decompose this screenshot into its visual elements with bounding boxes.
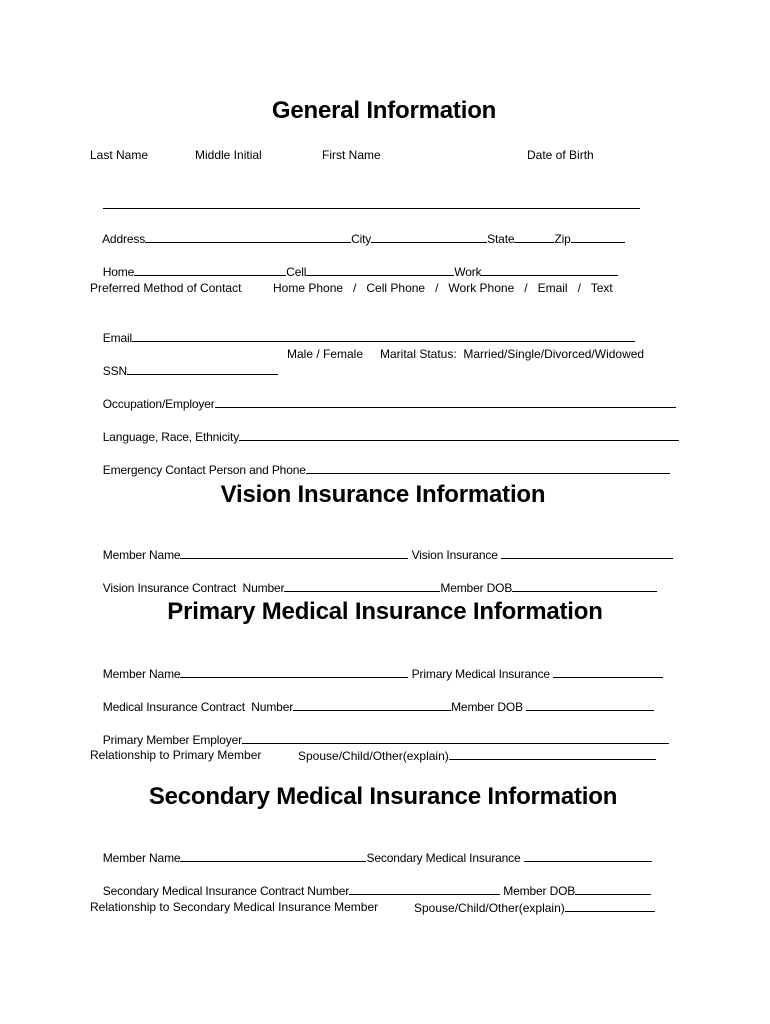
primary-relationship-options[interactable]: Spouse/Child/Other(explain) bbox=[298, 749, 449, 763]
primary-contract-label: Medical Insurance Contract Number bbox=[102, 700, 294, 714]
primary-insurance-label: Primary Medical Insurance bbox=[408, 667, 554, 681]
primary-employer-label: Primary Member Employer bbox=[102, 733, 242, 747]
vision-insurance-heading: Vision Insurance Information bbox=[220, 481, 546, 508]
secondary-member-dob-label: Member DOB bbox=[500, 884, 576, 898]
secondary-insurance-label: Secondary Medical Insurance bbox=[366, 851, 524, 865]
vision-insurance-blank[interactable] bbox=[501, 546, 673, 559]
vision-member-dob-label: Member DOB bbox=[440, 581, 513, 595]
vision-member-name-blank[interactable] bbox=[180, 546, 408, 559]
cell-phone-label: Cell bbox=[286, 265, 307, 279]
first-name-label: First Name bbox=[322, 148, 381, 162]
city-label: City bbox=[351, 232, 372, 246]
secondary-contract-blank[interactable] bbox=[349, 882, 500, 895]
primary-relationship-label: Relationship to Primary Member bbox=[90, 748, 262, 762]
city-blank[interactable] bbox=[371, 230, 487, 243]
primary-employer-blank[interactable] bbox=[242, 731, 669, 744]
address-blank[interactable] bbox=[145, 230, 351, 243]
ssn-blank[interactable] bbox=[127, 362, 278, 375]
home-phone-blank[interactable] bbox=[134, 263, 286, 276]
emergency-contact-blank[interactable] bbox=[306, 461, 670, 474]
name-dob-blank[interactable] bbox=[103, 196, 640, 209]
secondary-medical-heading: Secondary Medical Insurance Information bbox=[148, 783, 618, 810]
emergency-contact-label: Emergency Contact Person and Phone bbox=[102, 463, 306, 477]
zip-blank[interactable] bbox=[571, 230, 625, 243]
address-label: Address bbox=[102, 232, 146, 246]
primary-member-dob-label: Member DOB bbox=[451, 700, 527, 714]
date-of-birth-label: Date of Birth bbox=[527, 148, 594, 162]
primary-relationship-field bbox=[298, 747, 656, 764]
zip-label: Zip bbox=[554, 232, 571, 246]
cell-phone-blank[interactable] bbox=[306, 263, 454, 276]
vision-member-dob-blank[interactable] bbox=[512, 579, 657, 592]
secondary-relationship-blank[interactable] bbox=[565, 899, 655, 912]
vision-insurance-label: Vision Insurance bbox=[408, 548, 501, 562]
vision-contract-label: Vision Insurance Contract Number bbox=[102, 581, 285, 595]
gender-options[interactable]: Male / Female bbox=[287, 347, 364, 361]
state-blank[interactable] bbox=[514, 230, 554, 243]
preferred-contact-options[interactable]: Home Phone / Cell Phone / Work Phone / Email / Text bbox=[273, 281, 613, 295]
marital-status-options[interactable]: Marital Status: Married/Single/Divorced/Widowed bbox=[380, 347, 645, 361]
primary-relationship-blank[interactable] bbox=[449, 747, 656, 760]
home-phone-label: Home bbox=[102, 265, 135, 279]
language-label: Language, Race, Ethnicity bbox=[102, 430, 240, 444]
secondary-relationship-label: Relationship to Secondary Medical Insurance Member bbox=[90, 900, 379, 914]
occupation-blank[interactable] bbox=[215, 395, 676, 408]
middle-initial-label: Middle Initial bbox=[195, 148, 262, 162]
preferred-contact-label: Preferred Method of Contact bbox=[90, 281, 242, 295]
last-name-label: Last Name bbox=[90, 148, 149, 162]
primary-contract-blank[interactable] bbox=[293, 698, 451, 711]
vision-contract-blank[interactable] bbox=[284, 579, 440, 592]
secondary-relationship-options[interactable]: Spouse/Child/Other(explain) bbox=[414, 901, 565, 915]
secondary-member-dob-blank[interactable] bbox=[575, 882, 651, 895]
secondary-relationship-field bbox=[414, 899, 655, 916]
general-information-heading: General Information bbox=[271, 97, 497, 124]
primary-member-dob-blank[interactable] bbox=[526, 698, 654, 711]
primary-medical-heading: Primary Medical Insurance Information bbox=[167, 598, 603, 625]
occupation-label: Occupation/Employer bbox=[102, 397, 215, 411]
state-label: State bbox=[487, 232, 515, 246]
secondary-member-name-label: Member Name bbox=[102, 851, 181, 865]
secondary-insurance-blank[interactable] bbox=[524, 849, 652, 862]
secondary-member-name-blank[interactable] bbox=[180, 849, 366, 862]
secondary-contract-label: Secondary Medical Insurance Contract Number bbox=[102, 884, 350, 898]
primary-insurance-blank[interactable] bbox=[553, 665, 663, 678]
ssn-label: SSN bbox=[102, 364, 127, 378]
primary-member-name-label: Member Name bbox=[102, 667, 181, 681]
email-label: Email bbox=[102, 331, 133, 345]
work-phone-label: Work bbox=[454, 265, 482, 279]
work-phone-blank[interactable] bbox=[481, 263, 618, 276]
email-blank[interactable] bbox=[132, 329, 635, 342]
vision-member-name-label: Member Name bbox=[102, 548, 181, 562]
primary-member-name-blank[interactable] bbox=[180, 665, 408, 678]
language-blank[interactable] bbox=[239, 428, 679, 441]
